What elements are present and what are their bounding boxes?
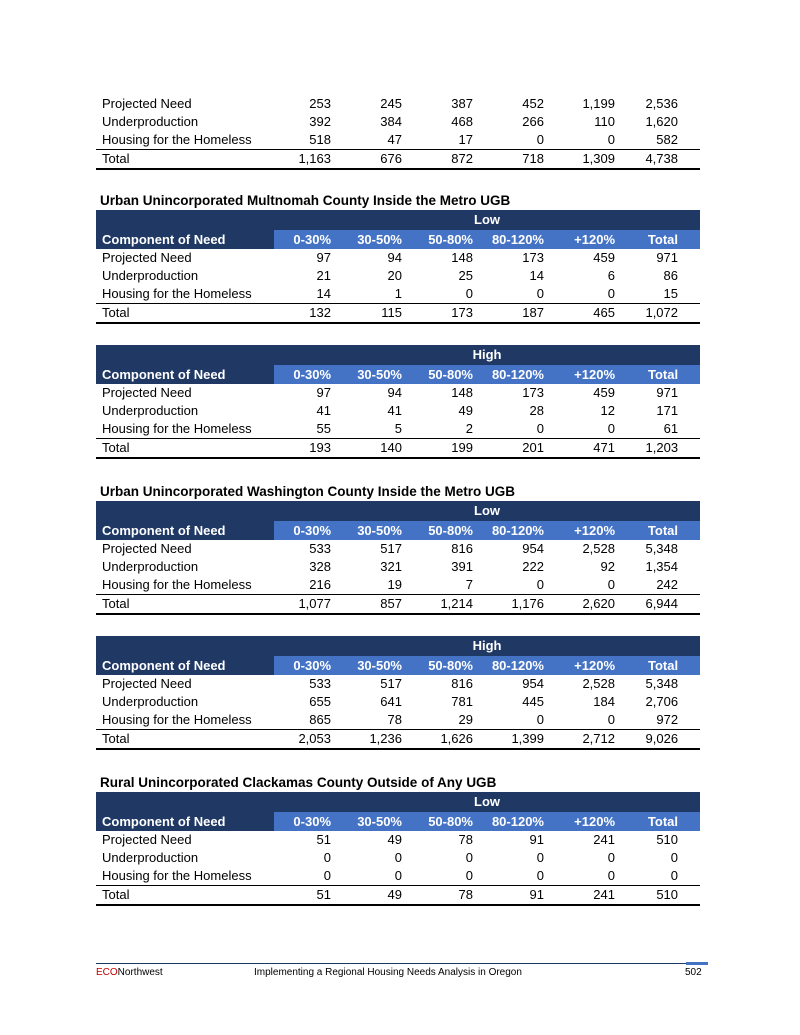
cell-value: 78 [458,832,473,847]
cell-value: 452 [522,96,544,111]
cell-value: 41 [316,403,331,418]
cell-value: 0 [465,850,473,865]
row-label: Total [96,730,274,750]
data-table [96,636,700,750]
column-header: 50-80% [416,656,487,675]
cell-value: 171 [656,403,679,418]
cell-value: 14 [316,286,331,301]
footer-accent-rule [686,962,708,965]
column-header: Component of Need [96,521,274,540]
cell-value: 0 [607,868,615,883]
scenario-label: Low [96,501,700,521]
cell-value: 115 [345,304,416,324]
cell-value: 459 [593,385,615,400]
cell-value: 94 [387,385,402,400]
column-header: +120% [558,812,629,831]
cell-value: 459 [593,250,615,265]
section-title-washington: Urban Unincorporated Washington County Inside the Metro UGB [100,484,515,499]
table-row [96,249,700,267]
multnomah-high-table-block [96,345,700,459]
cell-value: 29 [458,712,473,727]
row-label: Total [96,304,274,324]
scenario-banner [96,792,700,812]
cell-value: 2,528 [582,676,615,691]
table-row [96,693,700,711]
cell-value: 533 [309,541,331,556]
clackamas-low-table-block [96,792,700,906]
cell-value: 253 [309,96,331,111]
page-number: 502 [685,967,702,978]
cell-value: 241 [558,886,629,906]
row-label: Projected Need [102,676,192,691]
cell-value: 245 [380,96,402,111]
cell-value: 2,620 [558,595,629,615]
cell-value: 14 [529,268,544,283]
cell-value: 0 [607,132,615,147]
cell-value: 676 [345,150,416,170]
cell-value: 321 [380,559,402,574]
column-header: 50-80% [416,812,487,831]
cell-value: 1,077 [274,595,345,615]
row-label: Projected Need [102,832,192,847]
data-table [96,501,700,615]
row-label: Housing for the Homeless [102,577,252,592]
column-header: +120% [558,521,629,540]
table-row [96,285,700,304]
cell-value: 0 [323,868,331,883]
column-header-row [96,812,700,831]
total-row [96,439,700,459]
column-header: Component of Need [96,812,274,831]
table-row [96,576,700,595]
table-row [96,95,700,113]
cell-value: 0 [394,850,402,865]
cell-value: 1,399 [487,730,558,750]
total-row [96,150,700,170]
cell-value: 2,053 [274,730,345,750]
cell-value: 49 [387,832,402,847]
cell-value: 1,214 [416,595,487,615]
cell-value: 328 [309,559,331,574]
column-header: Total [629,656,700,675]
cell-value: 148 [451,250,473,265]
total-row [96,886,700,906]
cell-value: 468 [451,114,473,129]
cell-value: 91 [529,832,544,847]
section-title-multnomah: Urban Unincorporated Multnomah County Inside the Metro UGB [100,193,511,208]
column-header: +120% [558,656,629,675]
column-header: 50-80% [416,521,487,540]
cell-value: 655 [309,694,331,709]
cell-value: 0 [536,577,544,592]
cell-value: 61 [663,421,679,436]
scenario-label: Low [96,792,700,812]
cell-value: 0 [536,868,544,883]
cell-value: 1,620 [645,114,678,129]
cell-value: 816 [451,541,473,556]
cell-value: 1,199 [582,96,615,111]
cell-value: 1,626 [416,730,487,750]
cell-value: 718 [487,150,558,170]
cell-value: 92 [600,559,615,574]
row-label: Underproduction [102,403,199,418]
column-header: 80-120% [487,812,558,831]
scenario-banner [96,345,700,365]
cell-value: 140 [345,439,416,459]
cell-value: 222 [522,559,544,574]
cell-value: 384 [380,114,402,129]
cell-value: 6 [607,268,615,283]
row-label: Total [96,595,274,615]
footer-brand [96,967,163,978]
cell-value: 49 [345,886,416,906]
row-label: Projected Need [102,385,192,400]
row-label: Total [96,886,274,906]
cell-value: 2,536 [645,96,678,111]
column-header: Total [629,230,700,249]
column-header: Component of Need [96,230,274,249]
scenario-banner [96,501,700,521]
continued-table [96,95,700,170]
total-row [96,304,700,324]
cell-value: 94 [387,250,402,265]
cell-value: 971 [656,250,679,265]
column-header: 50-80% [416,365,487,384]
table-row [96,867,700,886]
cell-value: 1,203 [629,439,700,459]
cell-value: 55 [316,421,331,436]
column-header: 0-30% [274,365,345,384]
cell-value: 0 [607,712,615,727]
cell-value: 0 [607,850,615,865]
cell-value: 0 [670,850,679,865]
cell-value: 0 [536,421,544,436]
column-header: 30-50% [345,365,416,384]
row-label: Underproduction [102,559,199,574]
cell-value: 199 [416,439,487,459]
table-row [96,558,700,576]
row-label: Projected Need [102,250,192,265]
table-row [96,675,700,693]
cell-value: 187 [487,304,558,324]
cell-value: 517 [380,676,402,691]
footer-rule [96,963,708,964]
cell-value: 0 [394,868,402,883]
cell-value: 2,712 [558,730,629,750]
cell-value: 5,348 [645,541,679,556]
column-header: Total [629,521,700,540]
column-header-row [96,230,700,249]
footer-doc-title: Implementing a Regional Housing Needs Analysis in Oregon [254,967,522,978]
row-label: Housing for the Homeless [102,286,252,301]
table-row [96,402,700,420]
section-title-clackamas: Rural Unincorporated Clackamas County Outside of Any UGB [100,775,497,790]
cell-value: 49 [458,403,473,418]
footer-brand-eco: ECO [96,967,118,978]
column-header: 80-120% [487,365,558,384]
cell-value: 1 [394,286,402,301]
cell-value: 1,309 [558,150,629,170]
cell-value: 78 [416,886,487,906]
cell-value: 148 [451,385,473,400]
row-label: Underproduction [102,268,199,283]
table-row [96,420,700,439]
cell-value: 184 [593,694,615,709]
cell-value: 857 [345,595,416,615]
column-header-row [96,365,700,384]
column-header: Component of Need [96,656,274,675]
cell-value: 865 [309,712,331,727]
cell-value: 4,738 [629,150,700,170]
cell-value: 510 [656,832,679,847]
cell-value: 0 [323,850,331,865]
cell-value: 173 [416,304,487,324]
cell-value: 0 [536,850,544,865]
row-label: Underproduction [102,850,199,865]
cell-value: 51 [316,832,331,847]
column-header: 30-50% [345,812,416,831]
cell-value: 47 [387,132,402,147]
cell-value: 533 [309,676,331,691]
cell-value: 445 [522,694,544,709]
total-row [96,595,700,615]
cell-value: 51 [274,886,345,906]
column-header: 30-50% [345,656,416,675]
cell-value: 266 [522,114,544,129]
cell-value: 0 [536,286,544,301]
column-header: 80-120% [487,230,558,249]
row-label: Total [96,150,274,170]
row-label: Projected Need [102,541,192,556]
washington-high-table-block [96,636,700,750]
cell-value: 193 [274,439,345,459]
cell-value: 0 [465,868,473,883]
table-row [96,711,700,730]
column-header: 80-120% [487,521,558,540]
cell-value: 28 [529,403,544,418]
cell-value: 1,163 [274,150,345,170]
cell-value: 872 [416,150,487,170]
table-row [96,113,700,131]
row-label: Housing for the Homeless [102,132,252,147]
cell-value: 0 [607,577,615,592]
cell-value: 5,348 [645,676,679,691]
table-row [96,267,700,285]
row-label: Housing for the Homeless [102,421,252,436]
column-header: Total [629,812,700,831]
cell-value: 19 [387,577,402,592]
cell-value: 41 [387,403,402,418]
cell-value: 6,944 [629,595,700,615]
row-label: Housing for the Homeless [102,712,252,727]
cell-value: 392 [309,114,331,129]
row-label: Housing for the Homeless [102,868,252,883]
cell-value: 242 [656,577,679,592]
cell-value: 2,706 [645,694,679,709]
cell-value: 17 [458,132,473,147]
column-header: 80-120% [487,656,558,675]
cell-value: 21 [316,268,331,283]
cell-value: 20 [387,268,402,283]
column-header: +120% [558,230,629,249]
cell-value: 1,176 [487,595,558,615]
cell-value: 0 [607,286,615,301]
cell-value: 7 [465,577,473,592]
row-label: Underproduction [102,114,199,129]
cell-value: 1,072 [629,304,700,324]
cell-value: 5 [394,421,402,436]
scenario-label: High [96,345,700,365]
washington-low-table-block [96,501,700,615]
cell-value: 517 [380,541,402,556]
cell-value: 9,026 [629,730,700,750]
cell-value: 97 [316,385,331,400]
column-header: 30-50% [345,521,416,540]
cell-value: 241 [593,832,615,847]
cell-value: 173 [522,385,544,400]
table-row [96,131,700,150]
cell-value: 816 [451,676,473,691]
cell-value: 91 [487,886,558,906]
cell-value: 0 [465,286,473,301]
column-header: Total [629,365,700,384]
row-label: Projected Need [102,96,192,111]
cell-value: 471 [558,439,629,459]
cell-value: 173 [522,250,544,265]
scenario-banner [96,210,700,230]
cell-value: 97 [316,250,331,265]
cell-value: 110 [594,114,615,129]
data-table [96,210,700,324]
cell-value: 1,236 [345,730,416,750]
cell-value: 2 [465,421,473,436]
cell-value: 216 [309,577,331,592]
cell-value: 25 [458,268,473,283]
cell-value: 518 [309,132,331,147]
total-row [96,730,700,750]
cell-value: 12 [600,403,615,418]
cell-value: 0 [536,712,544,727]
table-row [96,831,700,849]
cell-value: 0 [607,421,615,436]
cell-value: 582 [656,132,678,147]
cell-value: 510 [629,886,700,906]
scenario-banner [96,636,700,656]
column-header-row [96,521,700,540]
cell-value: 781 [451,694,473,709]
cell-value: 391 [451,559,473,574]
column-header: +120% [558,365,629,384]
column-header-row [96,656,700,675]
cell-value: 0 [670,868,679,883]
column-header: 30-50% [345,230,416,249]
column-header: Component of Need [96,365,274,384]
cell-value: 641 [380,694,402,709]
cell-value: 201 [487,439,558,459]
cell-value: 132 [274,304,345,324]
column-header: 0-30% [274,521,345,540]
column-header: 50-80% [416,230,487,249]
cell-value: 954 [522,676,544,691]
row-label: Total [96,439,274,459]
column-header: 0-30% [274,812,345,831]
cell-value: 15 [663,286,679,301]
continued-table-block [96,95,700,170]
data-table [96,792,700,906]
scenario-label: High [96,636,700,656]
cell-value: 1,354 [645,559,679,574]
column-header: 0-30% [274,230,345,249]
cell-value: 2,528 [582,541,615,556]
cell-value: 972 [656,712,679,727]
cell-value: 954 [522,541,544,556]
cell-value: 86 [663,268,679,283]
column-header: 0-30% [274,656,345,675]
multnomah-low-table-block [96,210,700,324]
cell-value: 465 [558,304,629,324]
scenario-label: Low [96,210,700,230]
cell-value: 0 [536,132,544,147]
row-label: Underproduction [102,694,199,709]
data-table [96,345,700,459]
table-row [96,540,700,558]
cell-value: 78 [387,712,402,727]
cell-value: 971 [656,385,679,400]
footer-brand-northwest: Northwest [117,967,163,978]
cell-value: 387 [451,96,473,111]
table-row [96,849,700,867]
table-row [96,384,700,402]
